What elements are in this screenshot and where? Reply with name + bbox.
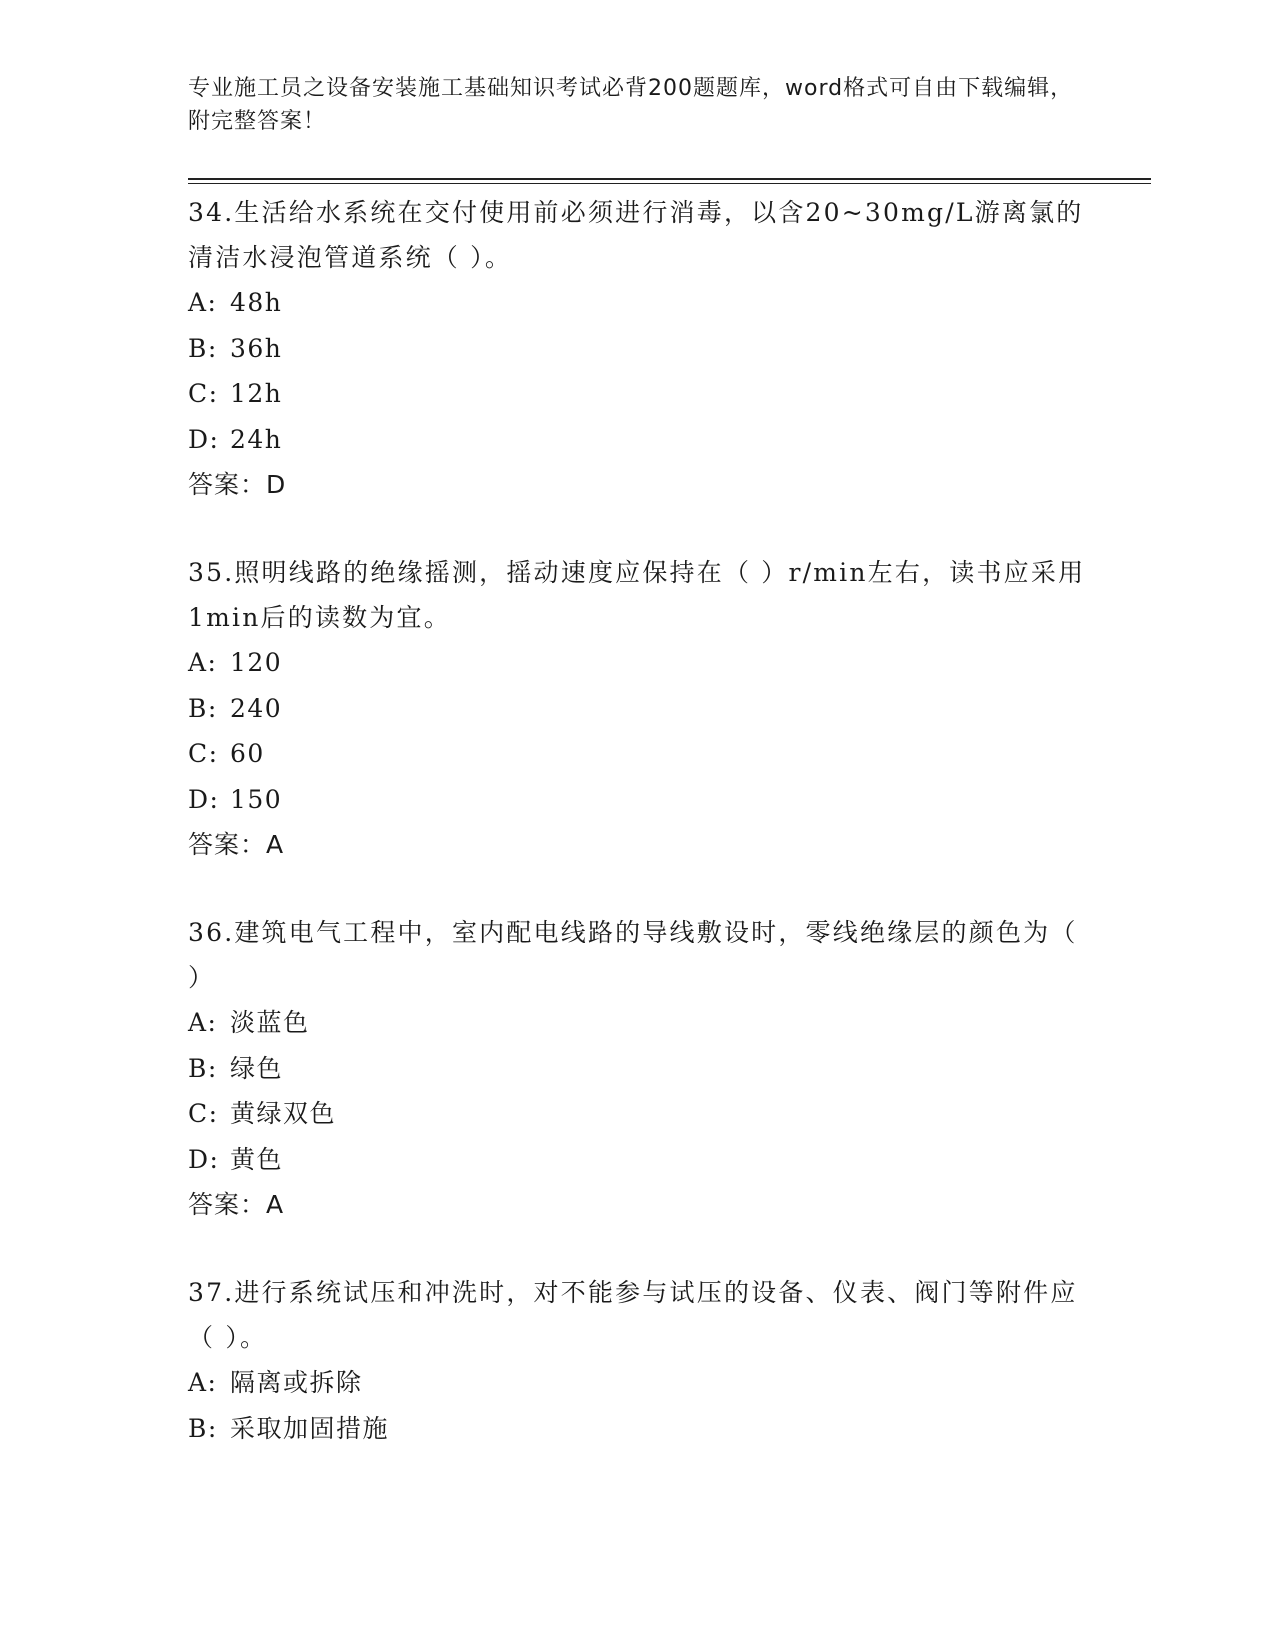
option-text: 150 xyxy=(230,784,283,814)
question-stem: 34.生活给水系统在交付使用前必须进行消毒，以含20~30mg/L游离氯的清洁水浸泡管道系统（ ）。 xyxy=(188,198,1084,272)
option-letter: B: xyxy=(188,333,218,363)
question-list xyxy=(188,190,1088,1494)
option-text: 36h xyxy=(230,333,283,363)
option-letter: C: xyxy=(188,379,219,408)
option-text: 12h xyxy=(230,379,283,408)
document-header xyxy=(188,72,1088,138)
option-text: 黄绿双色 xyxy=(230,1099,337,1128)
option-b xyxy=(188,1406,1088,1452)
answer-line: 答案：A xyxy=(188,830,285,859)
option-c xyxy=(188,371,1088,417)
option-a xyxy=(188,640,1088,686)
option-letter: C: xyxy=(188,739,219,768)
question-stem: 37.进行系统试压和冲洗时，对不能参与试压的设备、仪表、阀门等附件应（ ）。 xyxy=(188,1278,1078,1352)
question-34 xyxy=(188,190,1088,507)
question-37 xyxy=(188,1270,1088,1451)
option-text: 60 xyxy=(230,739,265,768)
option-a xyxy=(188,280,1088,326)
option-text: 24h xyxy=(230,424,283,454)
question-36 xyxy=(188,910,1088,1227)
option-text: 240 xyxy=(230,693,283,723)
option-letter: A: xyxy=(188,1368,218,1397)
option-letter: B: xyxy=(188,1413,218,1443)
option-d xyxy=(188,1137,1088,1183)
option-letter: D: xyxy=(188,784,220,814)
option-a xyxy=(188,1360,1088,1406)
option-text: 隔离或拆除 xyxy=(230,1368,363,1397)
question-stem: 35.照明线路的绝缘摇测，摇动速度应保持在（ ）r/min左右，读书应采用1min后的读数为宜。 xyxy=(188,558,1086,632)
option-letter: B: xyxy=(188,693,218,723)
option-text: 淡蓝色 xyxy=(230,1008,310,1037)
option-text: 采取加固措施 xyxy=(230,1413,390,1443)
option-letter: A: xyxy=(188,1008,218,1037)
option-letter: A: xyxy=(188,648,218,677)
answer-line: 答案：D xyxy=(188,470,287,499)
option-text: 绿色 xyxy=(230,1053,284,1083)
question-stem: 36.建筑电气工程中，室内配电线路的导线敷设时，零线绝缘层的颜色为（ ） xyxy=(188,918,1078,992)
option-a xyxy=(188,1000,1088,1046)
option-letter: C: xyxy=(188,1099,219,1128)
header-rule-thin xyxy=(188,183,1151,184)
option-b xyxy=(188,326,1088,372)
option-text: 黄色 xyxy=(230,1144,284,1174)
option-c xyxy=(188,731,1088,777)
question-35 xyxy=(188,550,1088,867)
option-c xyxy=(188,1091,1088,1137)
header-rule-thick xyxy=(188,178,1151,180)
option-b xyxy=(188,686,1088,732)
option-text: 120 xyxy=(230,648,283,677)
option-text: 48h xyxy=(230,288,283,317)
header-title: 专业施工员之设备安装施工基础知识考试必背200题题库，word格式可自由下载编辑，附完整答案！ xyxy=(188,76,1074,134)
option-letter: D: xyxy=(188,424,220,454)
option-b xyxy=(188,1046,1088,1092)
answer-line: 答案：A xyxy=(188,1190,285,1219)
option-letter: D: xyxy=(188,1144,220,1174)
option-letter: A: xyxy=(188,288,218,317)
option-d xyxy=(188,777,1088,823)
option-d xyxy=(188,417,1088,463)
option-letter: B: xyxy=(188,1053,218,1083)
